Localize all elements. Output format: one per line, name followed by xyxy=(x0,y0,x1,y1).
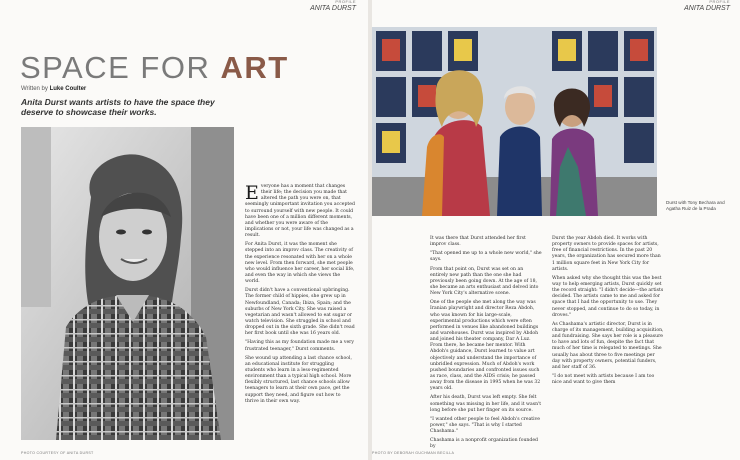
paragraph: Durst the year Abdoh died. It works with property owners to provide spaces for artists, free of financial restrictions. In the past 20 years, the organization has secured more than 1 million square feet in New York City for artists. xyxy=(552,236,661,272)
paragraph: "Having this as my foundation made me a very frustrated teenager," Durst comments. xyxy=(245,340,354,352)
portrait-illustration xyxy=(21,127,234,440)
paragraph: One of the people she met along the way was Iranian playwright and director Reza Abdoh, who was known for his large-scale, experimental productions which were often performed in venues like abandoned buildings and warehouses. Durst was inspired by Abdoh and joined his theater company, Dar A Luz. From there, he became her mentor. With Abdoh's guidance, Durst learned to value art objectively and understand the importance of unbridled expression. Much of Abdoh's work pushed boundaries and confronted issues such as race, class, and the AIDS crisis; he passed away from the disease in 1995 when he was 32 years old. xyxy=(430,300,541,392)
byline-author: Luke Coulter xyxy=(49,86,87,92)
paragraph: "I wanted other people to feel Abdoh's creative power," she says. "That is why I started Chashama." xyxy=(430,416,540,435)
paragraph: Durst didn't have a conventional upbringing. The former child of hippies, she grew up in Newfoundland, Canada; Ibiza, Spain; and the suburbs of New York City. She was raised a vegetarian and wasn't allowed to eat sugar or watch television. She struggled in school and dropped out in the sixth grade. She didn't read her first book until she was 16 years old. xyxy=(245,288,355,337)
paragraph: She wound up attending a last chance school, an educational institute for struggling students who learn in a less-regimented environment than a typical high school. More flexibly structured, last chance schools allow teenagers to learn at their own pace, get the support they need, and figure out how to thrive in their own way. xyxy=(245,355,352,404)
paragraph: For Anita Durst, it was the moment she stepped into an improv class. The creativity of the experience resonated with her on a whole new level. From then forward, she met people who would influence her career, her social life, and even the way in which she views the world. xyxy=(245,242,355,285)
running-head-name: ANITA DURST xyxy=(310,5,356,12)
running-head-section: PROFILE xyxy=(709,0,730,4)
running-head-section: PROFILE xyxy=(335,0,356,4)
paragraph: As Chashama's artistic director, Durst is in charge of its management, building acquisition, and fundraising. She says her role is a pleasure to have and lots of fun, despite the fact that much of her time is relegated to meetings. She usually has about three to five meetings per day with property owners, potential funders, and her staff of 36. xyxy=(552,321,664,370)
group-photo-illustration xyxy=(372,27,657,216)
paragraph: It was there that Durst attended her first improv class. xyxy=(430,236,526,248)
title-part-2: ART xyxy=(220,50,289,85)
running-head-left xyxy=(310,0,356,12)
article-column-2 xyxy=(430,236,542,454)
article-deck: Anita Durst wants artists to have the space they deserve to showcase their works. xyxy=(21,97,215,118)
photo-caption: Durst with Tony Bechara and Agatha Ruiz de la Prada xyxy=(666,200,725,212)
article-column-3 xyxy=(552,236,664,389)
paragraph: "That opened me up to a whole new world," she says. xyxy=(430,251,542,263)
portrait-photo xyxy=(21,127,234,440)
paragraph: Chashama is a nonprofit organization founded by xyxy=(430,438,538,450)
byline-prefix: Written by xyxy=(21,86,48,92)
paragraph: After his death, Durst was left empty. She felt something was missing in her life, and it wasn't long before she put her finger on its source. xyxy=(430,395,542,413)
article-title xyxy=(20,52,289,83)
right-page xyxy=(372,0,740,460)
paragraph: "I do not meet with artists because I am too nice and want to give them xyxy=(552,373,655,386)
running-head-name: ANITA DURST xyxy=(684,5,730,12)
drop-cap: E xyxy=(245,182,259,204)
article-column-1 xyxy=(245,184,355,408)
running-head-right xyxy=(684,0,730,12)
group-photo xyxy=(372,27,657,216)
left-page xyxy=(0,0,368,460)
left-photo-credit: PHOTO COURTESY OF ANITA DURST xyxy=(21,451,94,455)
paragraph: From that point on, Durst was set on an entirely new path than the one she had previously been going down. At the age of 18, she became an arts enthusiast and delved into New York City's alternative scene. xyxy=(430,266,539,297)
title-part-1: SPACE FOR xyxy=(20,50,221,85)
paragraph-text: veryone has a moment that changes their life; the decision you made that altered the path you were on, that seemingly unimportant invitation you accepted to surround yourself with new people. It could have been one of a million different moments, and whether you were aware of the implications or not, your life was changed as a result. xyxy=(245,184,355,239)
byline xyxy=(21,86,86,92)
paragraph xyxy=(245,184,355,239)
right-photo-credit: PHOTO BY DEBORAH GUCHMAN BECILLA xyxy=(372,451,455,455)
paragraph: When asked why she thought this was the best way to help emerging artists, Durst quickly set the record straight: "I didn't decide—the artists decided. The artists came to me and asked for space that I had the opportunity to use. They never stopped, and continue to do so today, in droves." xyxy=(552,275,664,318)
